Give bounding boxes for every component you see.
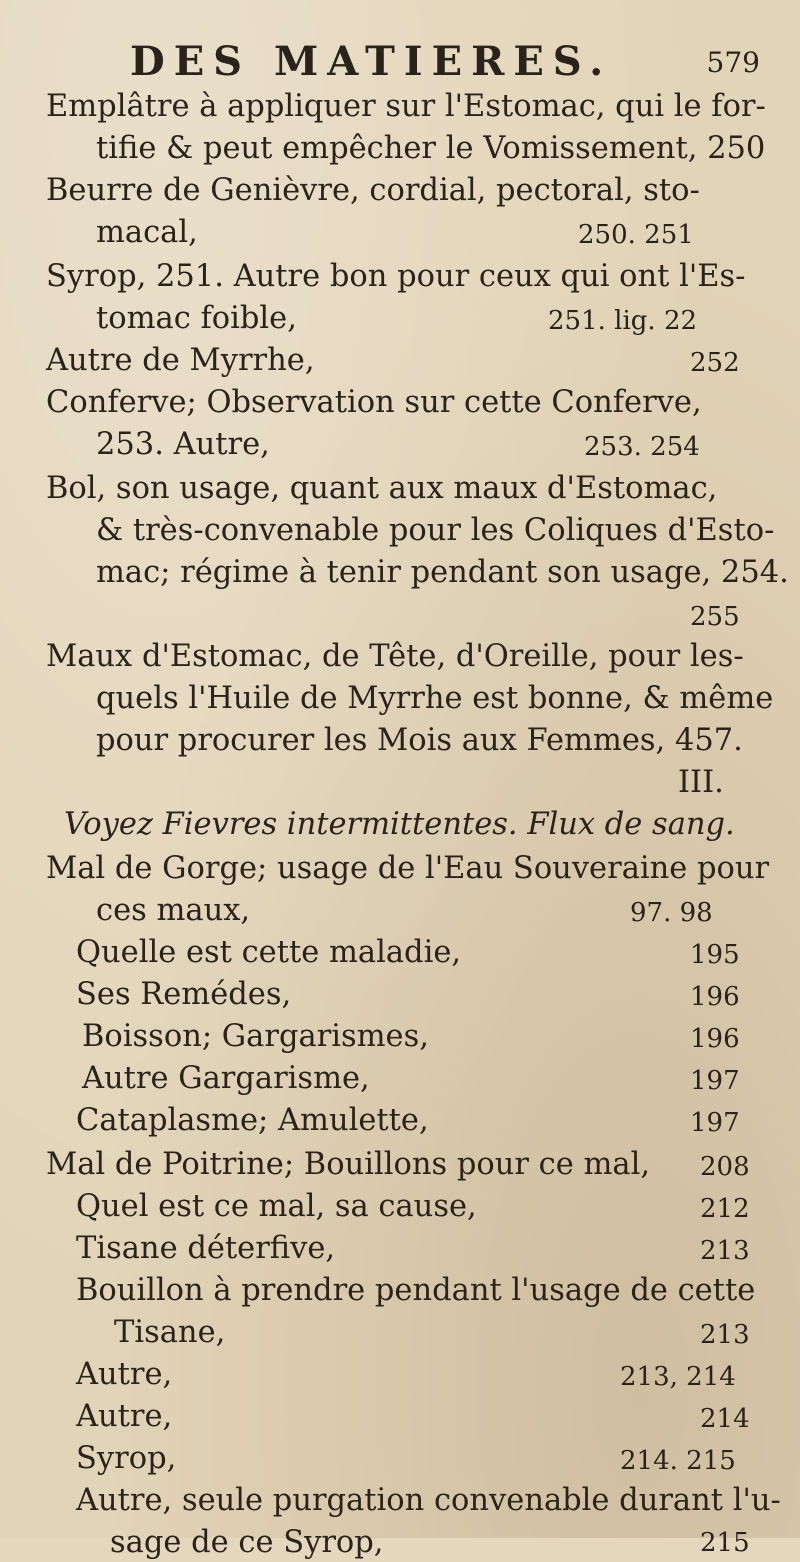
index-line: Boisson; Gargarismes, — [82, 1019, 429, 1054]
index-line: macal, — [96, 215, 198, 250]
page-reference: 212 — [700, 1194, 750, 1224]
index-line: tifie & peut empêcher le Vomissement, 250 — [96, 131, 766, 166]
index-line: quels l'Huile de Myrrhe est bonne, & même — [96, 681, 774, 716]
page-reference: 252 — [690, 348, 740, 378]
index-line: 253. Autre, — [96, 427, 270, 462]
index-line: tomac foible, — [96, 301, 297, 336]
index-heading: Mal de Gorge; usage de l'Eau Souveraine pour — [46, 851, 770, 886]
page-reference: 195 — [690, 940, 740, 970]
page-reference: 97. 98 — [630, 898, 713, 928]
index-line: Maux d'Estomac, de Tête, d'Oreille, pour les- — [46, 639, 744, 674]
index-line: Syrop, — [76, 1441, 177, 1476]
index-line: mac; régime à tenir pendant son usage, 254. — [96, 555, 789, 590]
index-line: Voyez Fievres intermittentes. Flux de sang. — [64, 807, 735, 842]
page-reference: 213 — [700, 1236, 750, 1266]
section-numeral: III. — [678, 765, 724, 800]
index-line: Bol, son usage, quant aux maux d'Estomac, — [46, 471, 718, 506]
page-reference: 197 — [690, 1066, 740, 1096]
page-reference: 213 — [700, 1320, 750, 1350]
index-line: Autre, seule purgation convenable durant l'u- — [76, 1483, 781, 1518]
page-reference: 250. 251 — [578, 220, 694, 250]
index-line: Quelle est cette maladie, — [76, 935, 462, 970]
index-line: Autre, — [76, 1357, 173, 1392]
index-line: Bouillon à prendre pendant l'usage de cette — [76, 1273, 756, 1308]
page-reference: 214. 215 — [620, 1446, 736, 1476]
index-line: & très-convenable pour les Coliques d'Esto- — [96, 513, 775, 548]
page-reference: 208 — [700, 1152, 750, 1182]
index-line: pour procurer les Mois aux Femmes, 457. — [96, 723, 743, 758]
index-line: Syrop, 251. Autre bon pour ceux qui ont l'Es- — [46, 259, 746, 294]
index-heading: Mal de Poitrine; Bouillons pour ce mal, — [46, 1147, 651, 1182]
page-reference: 253. 254 — [584, 432, 700, 462]
index-line: sage de ce Syrop, — [110, 1525, 384, 1560]
page-reference: 215 — [700, 1528, 750, 1558]
index-line: Autre Gargarisme, — [82, 1061, 370, 1096]
index-line: Autre, — [76, 1399, 173, 1434]
index-line: ces maux, — [96, 893, 251, 928]
index-line: Autre de Myrrhe, — [46, 343, 315, 378]
index-line: Emplâtre à appliquer sur l'Estomac, qui le for- — [46, 89, 766, 124]
page-reference: 251. lig. 22 — [548, 306, 698, 336]
index-line: Beurre de Genièvre, cordial, pectoral, sto- — [46, 173, 700, 208]
page-title: DES MATIERES. — [130, 38, 613, 85]
index-line: Conferve; Observation sur cette Conferve, — [46, 385, 702, 420]
index-line: Cataplasme; Amulette, — [76, 1103, 429, 1138]
index-line: Ses Remédes, — [76, 977, 292, 1012]
index-line: Tisane, — [114, 1315, 226, 1350]
page-reference: 197 — [690, 1108, 740, 1138]
page-reference: 213, 214 — [620, 1362, 736, 1392]
page-reference: 196 — [690, 1024, 740, 1054]
page-number: 579 — [706, 46, 760, 79]
page-reference: 214 — [700, 1404, 750, 1434]
index-line: Tisane déterfive, — [76, 1231, 336, 1266]
page-reference: 196 — [690, 982, 740, 1012]
page-reference: 255 — [690, 602, 740, 632]
index-line: Quel est ce mal, sa cause, — [76, 1189, 477, 1224]
